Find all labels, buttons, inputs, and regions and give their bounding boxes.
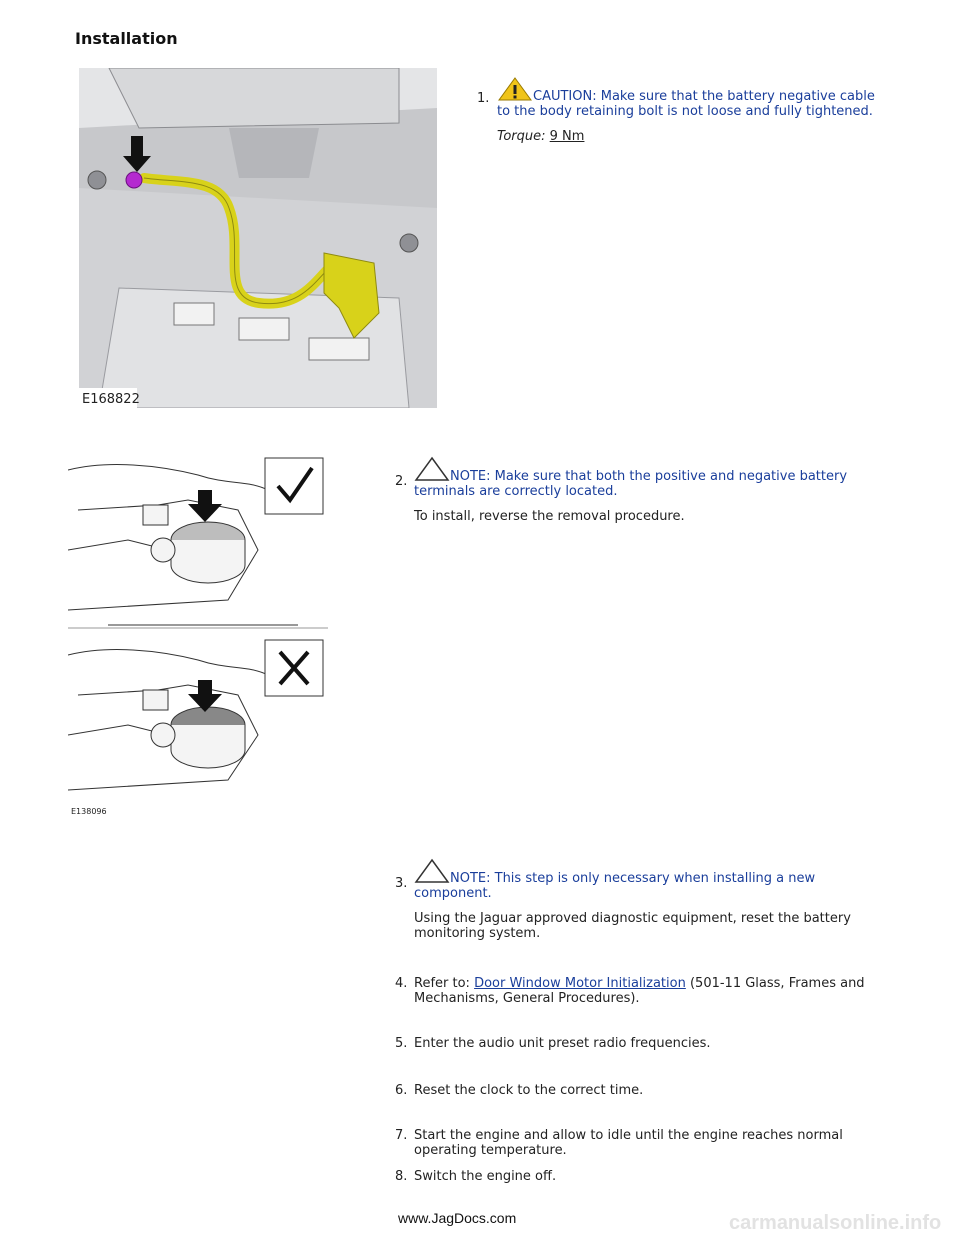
- note-icon: [414, 858, 450, 884]
- step-text: Enter the audio unit preset radio frequencies.: [414, 1036, 711, 1051]
- note: NOTE: This step is only necessary when installing a new component.: [414, 858, 875, 901]
- step-text: Switch the engine off.: [414, 1169, 557, 1184]
- battery-cable-illustration: [79, 68, 437, 408]
- step-6: [395, 1083, 875, 1098]
- battery-terminal-illustration: [68, 450, 328, 820]
- warning-icon: [497, 76, 533, 102]
- step-4: 4. Refer to: Door Window Motor Initialization (501-11 Glass, Frames and Mechanisms, General Procedures).: [395, 976, 865, 1006]
- step-2: [395, 456, 875, 524]
- step-text: Reset the clock to the correct time.: [414, 1083, 644, 1098]
- step-number: 5.: [395, 1036, 408, 1051]
- step-text: To install, reverse the removal procedure.: [414, 509, 685, 524]
- caution-note: CAUTION: Make sure that the battery negative cable to the body retaining bolt is not loose and fully tightened.: [497, 76, 875, 119]
- step-text: Using the Jaguar approved diagnostic equipment, reset the battery monitoring system.: [414, 911, 851, 941]
- figure-1-id: E168822: [82, 392, 140, 407]
- step-5: [395, 1036, 875, 1051]
- step-number: 2.: [395, 474, 408, 489]
- step-number: 8.: [395, 1169, 408, 1184]
- step-1: [395, 76, 875, 144]
- step-7: [395, 1128, 875, 1158]
- step-number: 1.: [477, 91, 490, 106]
- battery-terminal-drawing: [68, 450, 328, 820]
- page-title: Installation: [75, 29, 178, 48]
- footer-url[interactable]: www.JagDocs.com: [398, 1210, 517, 1226]
- torque-spec: Torque: 9 Nm: [497, 129, 585, 144]
- note: NOTE: Make sure that both the positive and negative battery terminals are correctly located.: [414, 456, 875, 499]
- figure-2-id: E138096: [71, 807, 107, 816]
- step-3: [395, 858, 875, 941]
- step-number: 6.: [395, 1083, 408, 1098]
- step-number: 7.: [395, 1128, 408, 1143]
- step-text: Start the engine and allow to idle until the engine reaches normal operating temperature.: [414, 1128, 843, 1158]
- note-icon: [414, 456, 450, 482]
- step-8: [395, 1169, 875, 1184]
- step-number: 4.: [395, 976, 408, 991]
- door-window-motor-link[interactable]: Door Window Motor Initialization: [474, 976, 686, 991]
- watermark: carmanualsonline.info: [729, 1212, 942, 1234]
- battery-cable-drawing: [79, 68, 437, 408]
- step-number: 3.: [395, 876, 408, 891]
